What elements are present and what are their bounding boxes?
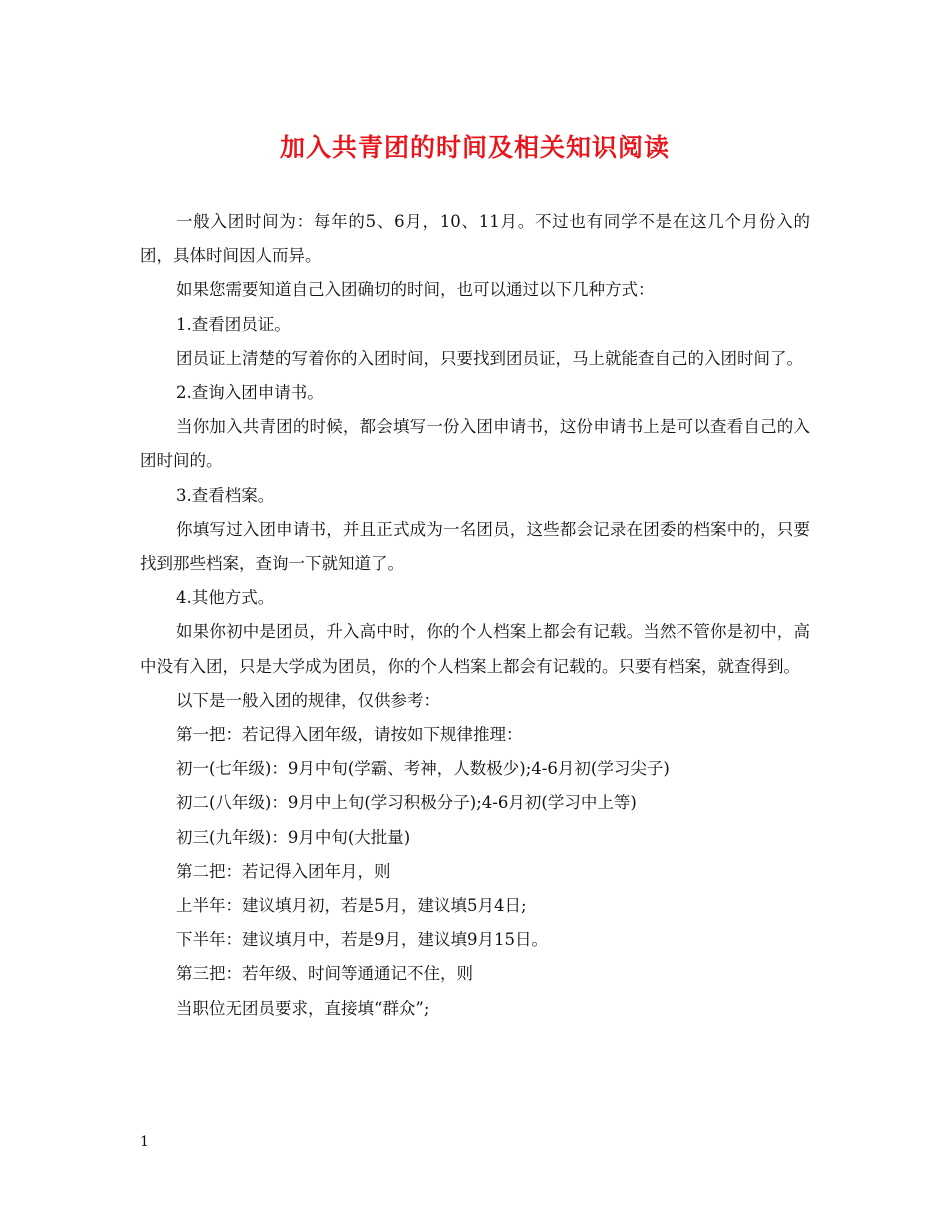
- paragraph-rule-two: 第二把：若记得入团年月，则: [176, 861, 391, 881]
- paragraph-rules-intro: 以下是一般入团的规律，仅供参考：: [176, 690, 440, 710]
- paragraph-rule-three: 第三把：若年级、时间等通通记不住，则: [176, 964, 473, 984]
- page-title: 加入共青团的时间及相关知识阅读: [279, 133, 670, 162]
- paragraph-methods-intro: 如果您需要知道自己入团确切的时间，也可以通过以下几种方式：: [176, 280, 655, 300]
- heading-check-archive: 3.查看档案。: [176, 485, 275, 505]
- paragraph-member-card: 团员证上清楚的写着你的入团时间，只要找到团员证，马上就能查自己的入团时间了。: [176, 348, 803, 368]
- paragraph-entry-time: 一般入团时间为：每年的5、6月，10、11月。不过也有同学不是在这几个月份入的团，具体时间因人而异。: [140, 212, 810, 266]
- page-number: 1: [140, 1134, 149, 1150]
- paragraph-no-requirement: 当职位无团员要求，直接填“群众”;: [176, 998, 430, 1018]
- paragraph-archive: 你填写过入团申请书，并且正式成为一名团员，这些都会记录在团委的档案中的，只要找到那些档案，查询一下就知道了。: [140, 519, 810, 574]
- heading-check-application: 2.查询入团申请书。: [176, 383, 324, 403]
- heading-check-member-card: 1.查看团员证。: [176, 314, 291, 334]
- paragraph-first-half: 上半年：建议填月初，若是5月，建议填5月4日;: [176, 896, 527, 916]
- paragraph-application: 当你加入共青团的时候，都会填写一份入团申请书，这份申请书上是可以查看自己的入团时间的。: [140, 417, 810, 471]
- paragraph-grade-eight: 初二(八年级)：9月中上旬(学习积极分子);4-6月初(学习中上等): [176, 793, 637, 813]
- paragraph-grade-nine: 初三(九年级)：9月中旬(大批量): [176, 827, 411, 847]
- document-body: [140, 205, 810, 1026]
- heading-other-ways: 4.其他方式。: [176, 588, 275, 608]
- paragraph-rule-one: 第一把：若记得入团年级，请按如下规律推理：: [176, 725, 523, 745]
- paragraph-other-ways: 如果你初中是团员，升入高中时，你的个人档案上都会有记载。当然不管你是初中，高中没有入团，只是大学成为团员，你的个人档案上都会有记载的。只要有档案，就查得到。: [140, 622, 810, 676]
- paragraph-second-half: 下半年：建议填月中，若是9月，建议填9月15日。: [176, 930, 548, 950]
- paragraph-grade-seven: 初一(七年级)：9月中旬(学霸、考神，人数极少);4-6月初(学习尖子): [176, 759, 670, 779]
